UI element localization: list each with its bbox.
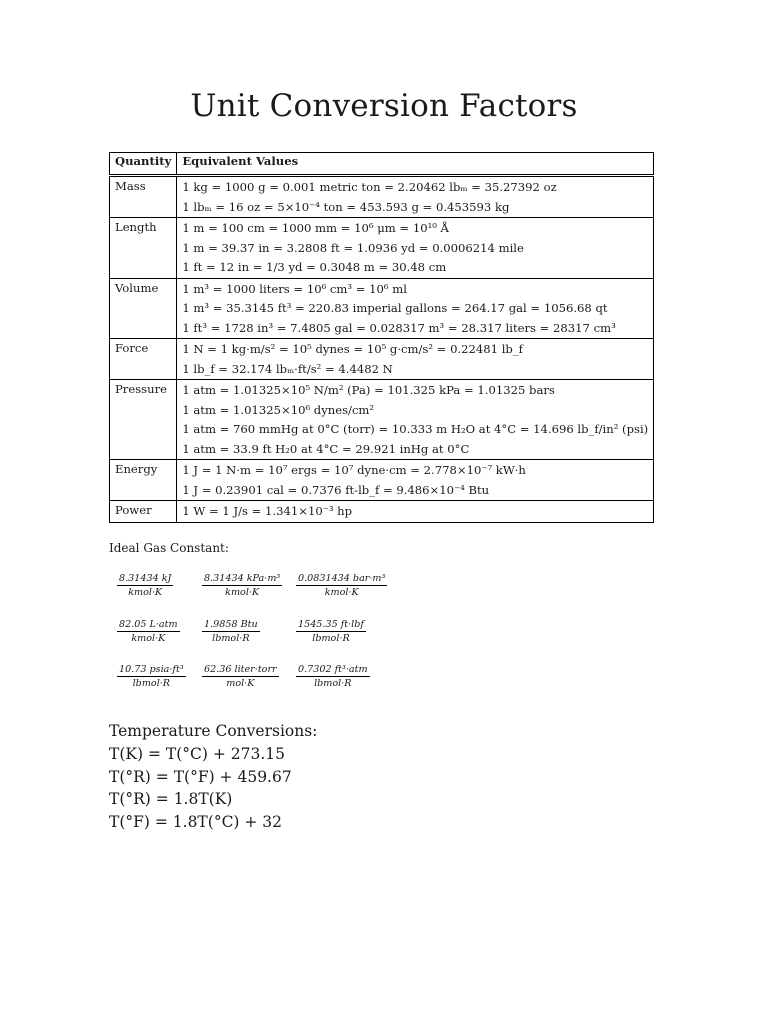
- gas-constant-fraction: [202, 573, 282, 598]
- value-line: 1 kg = 1000 g = 0.001 metric ton = 2.20462 lbₘ = 35.27392 oz: [182, 180, 557, 194]
- values-cell: [177, 339, 654, 380]
- temperature-label: Temperature Conversions:: [109, 722, 318, 740]
- fraction-denominator: lbmol·R: [314, 678, 352, 689]
- fraction-denominator: lbmol·R: [312, 633, 350, 644]
- value-line: 1 W = 1 J/s = 1.341×10⁻³ hp: [182, 504, 353, 518]
- table-row-volume: [110, 278, 654, 339]
- value-line: 1 atm = 760 mmHg at 0°C (torr) = 10.333 m H₂O at 4°C = 14.696 lb_f/in² (psi): [182, 422, 649, 436]
- temperature-formula: T(K) = T(°C) + 273.15: [109, 744, 285, 763]
- conversion-table: [109, 152, 654, 523]
- gas-constant-fraction: [296, 664, 370, 689]
- values-cell: [177, 278, 654, 339]
- gas-constant-fraction: [296, 619, 366, 644]
- fraction-numerator: 0.7302 ft³·atm: [298, 664, 368, 675]
- value-line: 1 m = 39.37 in = 3.2808 ft = 1.0936 yd = 0.0006214 mile: [182, 240, 524, 255]
- table-row-power: [110, 501, 654, 523]
- fraction-numerator: 62.36 liter·torr: [204, 664, 277, 675]
- value-line: 1 m = 100 cm = 1000 mm = 10⁶ μm = 10¹⁰ Å: [182, 221, 449, 235]
- quantity-cell: Pressure: [110, 380, 177, 460]
- table-row-force: [110, 339, 654, 380]
- fraction-numerator: 1.9858 Btu: [204, 619, 258, 630]
- values-cell: [177, 218, 654, 279]
- fraction-denominator: kmol·K: [324, 587, 359, 598]
- value-line: 1 atm = 1.01325×10⁵ N/m² (Pa) = 101.325 kPa = 1.01325 bars: [182, 383, 555, 397]
- quantity-cell: Force: [110, 339, 177, 380]
- value-line: 1 m³ = 35.3145 ft³ = 220.83 imperial gallons = 264.17 gal = 1056.68 qt: [182, 301, 608, 315]
- table-row-length: [110, 218, 654, 279]
- quantity-cell: Mass: [110, 176, 177, 218]
- value-line: 1 J = 0.23901 cal = 0.7376 ft-lb_f = 9.486×10⁻⁴ Btu: [182, 482, 490, 497]
- values-cell: [177, 501, 654, 523]
- temperature-formula: T(°F) = 1.8T(°C) + 32: [109, 813, 283, 832]
- quantity-cell: Energy: [110, 460, 177, 501]
- table-row-energy: [110, 460, 654, 501]
- values-cell: [177, 380, 654, 460]
- value-line: 1 lbₘ = 16 oz = 5×10⁻⁴ ton = 453.593 g = 0.453593 kg: [182, 199, 510, 214]
- column-header-quantity: Quantity: [110, 153, 177, 176]
- gas-constant-fraction: [117, 664, 186, 689]
- fraction-numerator: 82.05 L·atm: [119, 619, 178, 630]
- value-line: 1 atm = 1.01325×10⁶ dynes/cm²: [182, 402, 375, 417]
- temperature-formula: T(°R) = T(°F) + 459.67: [109, 767, 292, 786]
- fraction-denominator: lbmol·R: [212, 633, 250, 644]
- value-line: 1 J = 1 N·m = 10⁷ ergs = 10⁷ dyne·cm = 2.778×10⁻⁷ kW·h: [182, 463, 526, 477]
- gas-constant-fraction: [117, 619, 180, 644]
- value-line: 1 N = 1 kg·m/s² = 10⁵ dynes = 10⁵ g·cm/s² = 0.22481 lb_f: [182, 342, 523, 356]
- quantity-cell: Power: [110, 501, 177, 523]
- fraction-denominator: kmol·K: [128, 587, 163, 598]
- values-cell: [177, 176, 654, 218]
- value-line: 1 atm = 33.9 ft H₂0 at 4°C = 29.921 inHg at 0°C: [182, 441, 470, 456]
- fraction-denominator: mol·K: [226, 678, 255, 689]
- value-line: 1 lb_f = 32.174 lbₘ·ft/s² = 4.4482 N: [182, 361, 393, 376]
- fraction-denominator: lbmol·R: [132, 678, 171, 689]
- quantity-cell: Volume: [110, 278, 177, 339]
- fraction-numerator: 8.31434 kPa·m³: [204, 573, 281, 584]
- value-line: 1 ft = 12 in = 1/3 yd = 0.3048 m = 30.48 cm: [182, 260, 447, 274]
- value-line: 1 m³ = 1000 liters = 10⁶ cm³ = 10⁶ ml: [182, 281, 407, 296]
- temperature-conversions: [109, 720, 317, 834]
- gas-constant-fraction: [296, 573, 387, 598]
- values-cell: [177, 460, 654, 501]
- gas-constant-fraction: [202, 619, 260, 644]
- temperature-formula: T(°R) = 1.8T(K): [109, 790, 233, 809]
- table-row-mass: [110, 176, 654, 218]
- fraction-numerator: 10.73 psia·ft³: [119, 664, 184, 675]
- value-line: 1 ft³ = 1728 in³ = 7.4805 gal = 0.028317 m³ = 28.317 liters = 28317 cm³: [182, 320, 616, 335]
- table-row-pressure: [110, 380, 654, 460]
- fraction-numerator: 1545.35 ft·lbf: [298, 619, 364, 630]
- page-title: Unit Conversion Factors: [190, 88, 578, 124]
- column-header-equivalent-values: Equivalent Values: [177, 153, 654, 176]
- gas-constant-fraction: [202, 664, 279, 689]
- fraction-numerator: 0.0831434 bar·m³: [298, 573, 386, 584]
- fraction-numerator: 8.31434 kJ: [119, 573, 172, 584]
- fraction-denominator: kmol·K: [225, 587, 260, 598]
- fraction-denominator: kmol·K: [131, 633, 166, 644]
- gas-constant-fraction: [117, 573, 173, 598]
- table-header-row: [110, 153, 654, 176]
- gas-constant-label: Ideal Gas Constant:: [109, 541, 229, 555]
- quantity-cell: Length: [110, 218, 177, 279]
